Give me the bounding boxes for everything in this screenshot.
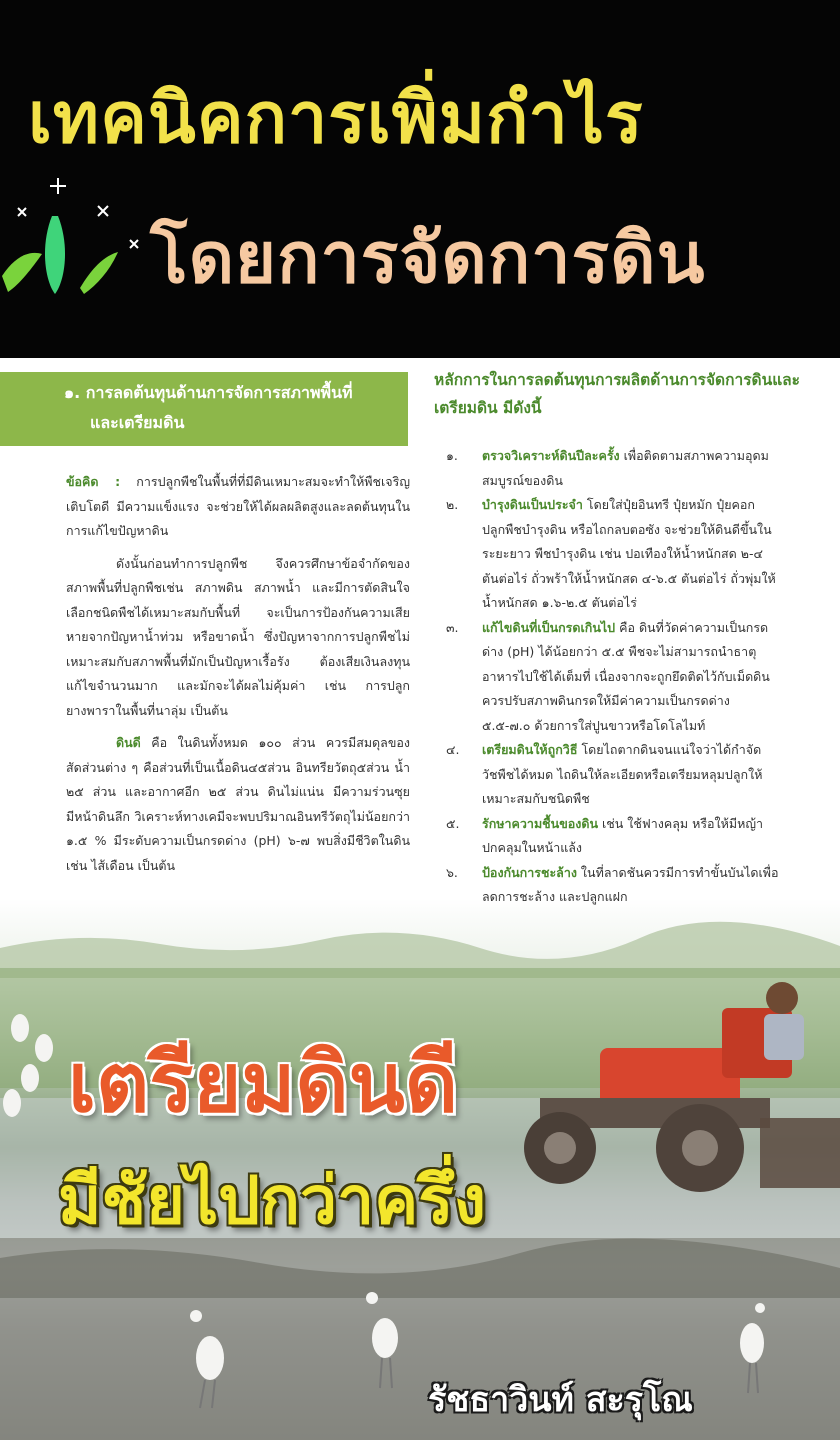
list-number: ๓.	[446, 619, 459, 635]
paragraph-study: ดังนั้นก่อนทำการปลูกพืช จึงควรศึกษาข้อจำกัดของสภาพพื้นที่ปลูกพืชเช่น สภาพดิน สภาพน้ำ และมีการตัดสินใจเลือกชนิดพืชได้เหมาะสมกับพื้นที่ จะเป็นการป้องกันความเสียหายจากปัญหาน้ำท่วม หรือขาดน้ำ ซึ่งปัญหาจากการปลูกพืชไม่เหมาะสมกับสภาพพื้นที่มักเป็นปัญหาเรื้อรัง ต้องเสียเงินลงทุนแก้ไขจำนวนมาก และมักจะได้ผลไม่คุ้มค่า เช่น การปลูกยางพาราในพื้นที่นาลุ่ม เป็นต้น	[66, 555, 410, 718]
section-heading-bar	[0, 372, 408, 446]
list-item-lead: เตรียมดินให้ถูกวิธี	[482, 742, 578, 757]
list-item	[446, 861, 780, 910]
header-banner	[0, 0, 840, 358]
title-line-1: เทคนิคการเพิ่มกำไร	[28, 77, 644, 159]
principles-heading: หลักการในการลดต้นทุนการผลิตด้านการจัดการดินและเตรียมดิน มีดังนี้	[434, 371, 801, 417]
section-heading-line-1: ๑. การลดต้นทุนด้านการจัดการสภาพพื้นที่	[64, 383, 353, 402]
paragraph-good-soil-text: คือ ในดินทั้งหมด ๑๐๐ ส่วน ควรมีสมดุลของสัดส่วนต่าง ๆ คือส่วนที่เป็นเนื้อดิน๔๕ส่วน อินทรียวัตถุ๕ส่วน น้ำ ๒๕ ส่วน และอากาศอีก ๒๕ ส่วน ดินไม่แน่น มีความร่วนซุย มีหน้าดินลึก วิเคราะห์ทางเคมีจะพบปริมาณอินทรีวัตถุไม่น้อยกว่า ๑.๕ % มีระดับความเป็นกรดด่าง (pH) ๖-๗ พบสิ่งมีชีวิตในดิน เช่น ไส้เดือน เป็นต้น	[66, 735, 410, 873]
list-item-lead: ตรวจวิเคราะห์ดินปีละครั้ง	[482, 448, 620, 463]
list-number: ๕.	[446, 815, 460, 831]
list-item-lead: รักษาความชื้นของดิน	[482, 815, 599, 831]
slogan-line-1: เตรียมดินดี	[68, 1036, 458, 1131]
keyword-good-soil: ดินดี	[116, 735, 141, 750]
list-item	[446, 616, 780, 739]
list-item-lead: บำรุงดินเป็นประจำ	[482, 497, 583, 512]
paragraph-idea-text: การปลูกพืชในพื้นที่ที่มีดินเหมาะสมจะทำให้พืชเจริญเติบโตดี มีความแข็งแรง จะช่วยให้ได้ผลผลิตสูงและลดต้นทุนในการแก้ไขปัญหาดิน	[66, 474, 410, 538]
list-item-text: โดยไถตากดินจนแน่ใจว่าได้กำจัดวัชพืชได้หมด ไถดินให้ละเอียดหรือเตรียมหลุมปลูกให้เหมาะสมกับชนิดพืช	[482, 742, 763, 806]
list-number: ๑.	[446, 448, 458, 463]
list-item-text: โดยใส่ปุ๋ยอินทรี ปุ๋ยหมัก ปุ๋ยคอก ปลูกพืชบำรุงดิน หรือไถกลบตอซัง จะช่วยให้ดินดีขึ้นในระยะยาว พืชบำรุงดิน เช่น ปอเทืองให้น้ำหนักสด ๒-๔ ตันต่อไร่ ถั่วพร้าให้น้ำหนักสด ๔-๖.๕ ตันต่อไร่ ถั่วพุ่มให้น้ำหนักสด ๑.๖-๒.๕ ตันต่อไร่	[482, 497, 776, 610]
list-item	[446, 444, 780, 493]
sprout-icon	[0, 176, 150, 306]
list-item-text: เพื่อติดตามสภาพความอุดมสมบูรณ์ของดิน	[482, 448, 769, 488]
list-item-text: ในที่ลาดชันควรมีการทำขั้นบันไดเพื่อลดการชะล้าง และปลูกแฝก	[482, 864, 779, 904]
list-number: ๒.	[446, 497, 459, 512]
section-heading-line-2: และเตรียมดิน	[90, 413, 185, 432]
list-item-text: คือ ดินที่วัดค่าความเป็นกรดด่าง (pH) ได้น้อยกว่า ๕.๕ พืชจะไม่สามารถนำธาตุอาหารไปใช้ได้เต็มที่ เนื่องจากจะถูกยึดติดไว้กับเม็ดดิน ควรปรับสภาพดินกรดให้มีค่าความเป็นกรดด่าง ๕.๕-๗.๐ ด้วยการใส่ปูนขาวหรือโดโลไมท์	[482, 619, 770, 733]
principles-list	[446, 444, 780, 910]
title-line-2: โดยการจัดการดิน	[150, 217, 706, 299]
article-panel	[0, 358, 840, 1440]
list-number: ๖.	[446, 864, 458, 880]
list-item-lead: แก้ไขดินที่เป็นกรดเกินไป	[482, 619, 616, 635]
paragraph-idea	[66, 470, 410, 544]
list-item-lead: ป้องกันการชะล้าง	[482, 864, 577, 880]
keyword-idea: ข้อคิด :	[66, 474, 121, 489]
list-item	[446, 812, 780, 861]
left-column	[66, 470, 410, 886]
list-item	[446, 738, 780, 812]
list-number: ๔.	[446, 742, 460, 757]
paragraph-good-soil	[66, 731, 410, 878]
list-item-text: เช่น ใช้ฟางคลุม หรือให้มีหญ้าปกคลุมในหน้าแล้ง	[482, 815, 764, 855]
list-item	[446, 493, 780, 616]
author-name: รัชธาวินท์ สะรุโณ	[428, 1380, 693, 1420]
slogan-line-2: มีชัยไปกว่าครึ่ง	[58, 1162, 486, 1239]
